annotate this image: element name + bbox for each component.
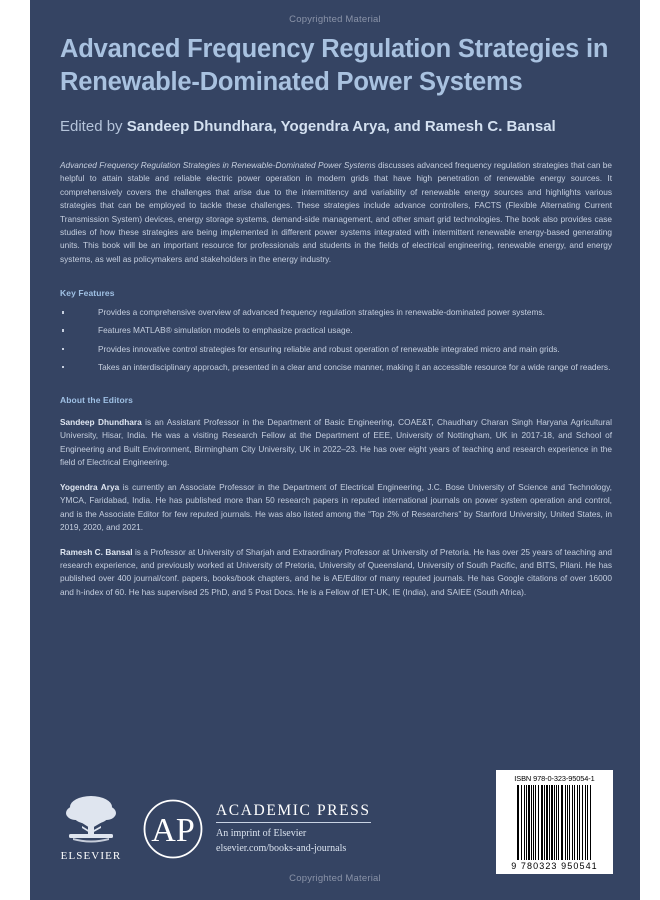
key-features-list — [60, 307, 612, 373]
elsevier-logo — [58, 792, 124, 862]
imprint-subtitle: An imprint of Elsevier — [216, 828, 307, 840]
description-book-title: Advanced Frequency Regulation Strategies in Renewable-Dominated Power Systems — [60, 159, 376, 170]
imprint-url[interactable]: elsevier.com/books-and-journals — [216, 842, 347, 854]
editor-bio — [60, 481, 612, 535]
list-item — [60, 325, 612, 336]
academic-press-logo — [142, 798, 371, 862]
imprint-name: ACADEMIC PRESS — [216, 801, 371, 819]
about-editors-heading: About the Editors — [60, 395, 133, 406]
list-item — [60, 344, 612, 355]
byline-lead-label: Edited by — [60, 118, 127, 136]
bullet-icon — [62, 311, 64, 313]
key-feature-text: Features MATLAB® simulation models to emphasize practical usage. — [98, 325, 353, 336]
barcode-bars — [501, 785, 608, 860]
back-cover — [30, 0, 640, 900]
cover-content — [30, 33, 640, 599]
editors-byline — [60, 117, 612, 137]
list-item — [60, 362, 612, 373]
key-feature-text: Provides innovative control strategies for ensuring reliable and robust operation of renewable integrated micro and main grids. — [98, 343, 560, 354]
description-body: discusses advanced frequency regulation strategies that can be helpful to attain stable and reliable electric power operation in modern grids that have high penetration of renewable energy sources. It comprehensively covers the challenges that arise due to the intermittency and variability of renewable energy sources and highlights various strategies that can be employed to tackle these challenges. These strategies include advance controllers, FACTS (Flexible Alternating Current Transmission System) devices, energy storage systems, demand-side management, and other smart grid technologies. The book also provides case studies of how these strategies are being implemented in different power systems integrated with intermittent renewable energy-based generating units. This book will be an important resource for professionals and students in the fields of electrical engineering, renewable energy, and energy systems, as well as policymakers and stakeholders in the energy industry. — [60, 159, 612, 264]
bullet-icon — [62, 348, 64, 350]
editor-name: Sandeep Dhundhara — [60, 417, 142, 428]
isbn-barcode — [496, 770, 613, 874]
description-paragraph — [60, 159, 612, 267]
list-item — [60, 307, 612, 318]
bullet-icon — [62, 366, 64, 368]
svg-text:AP: AP — [151, 812, 195, 849]
bullet-icon — [62, 329, 64, 331]
publisher-logos — [58, 792, 371, 862]
copyrighted-material-top-label: Copyrighted Material — [289, 14, 381, 25]
key-feature-text: Provides a comprehensive overview of advanced frequency regulation strategies in renewable-dominated power systems. — [98, 307, 545, 318]
byline-editor-names: Sandeep Dhundhara, Yogendra Arya, and Ramesh C. Bansal — [126, 118, 556, 136]
barcode-digits: 9 780323 950541 — [511, 861, 598, 871]
elsevier-tree-icon — [58, 792, 124, 848]
page-title: Advanced Frequency Regulation Strategies in Renewable-Dominated Power Systems — [60, 35, 609, 97]
editor-bio-text: is a Professor at University of Sharjah and Extraordinary Professor at University of Pretoria. He has over 25 years of teaching and research experience, and previously worked at University of Pretoria, University of Queensland, University of South Pacific, and BITS, Pilani. He has published over 400 journal/conf. papers, books/book chapters, and he is AE/Editor of many reputed journals. He has Google citations of over 16000 and h-index of 60. He has supervised 25 PhD, and 5 Post Docs. He is a Fellow of IET-UK, IE (India), and SAIEE (South Africa). — [60, 546, 612, 597]
editor-bio — [60, 546, 612, 600]
imprint-divider — [216, 822, 371, 823]
editor-name: Yogendra Arya — [60, 481, 120, 492]
elsevier-wordmark: ELSEVIER — [60, 850, 122, 862]
key-features-heading: Key Features — [60, 288, 115, 299]
copyrighted-material-bottom-label: Copyrighted Material — [289, 873, 381, 884]
editor-name: Ramesh C. Bansal — [60, 546, 133, 557]
editor-bio-text: is currently an Associate Professor in the Department of Electrical Engineering, J.C. Bose University of Science and Technology, YMCA, Faridabad, India. He has published more than 50 research papers in reputed international journals on power system operation and control, and is the Associate Editor for few reputed journals. He was also listed among the “Top 2% of Researchers” by Stanford University, United States, in 2019, 2020, and 2021. — [60, 481, 612, 533]
editor-bio-text: is an Assistant Professor in the Department of Basic Engineering, COAE&T, Chaudhary Charan Singh Haryana Agricultural University, Hisar, India. He was a visiting Research Fellow at the Department of EEE, University of Nottingham, UK in 2017-18, and School of Engineering and Built Environment, Birmingham City University, UK in 2022–23. He has over eight years of teaching and research experience in the field of Electrical Engineering. — [60, 417, 612, 468]
academic-press-text — [216, 802, 371, 856]
ap-monogram-icon — [142, 798, 204, 860]
isbn-label: ISBN 978-0-323-95054-1 — [514, 774, 595, 783]
editor-bio — [60, 416, 612, 470]
key-feature-text: Takes an interdisciplinary approach, presented in a clear and concise manner, making it an accessible resource for a wide range of readers. — [98, 361, 611, 372]
